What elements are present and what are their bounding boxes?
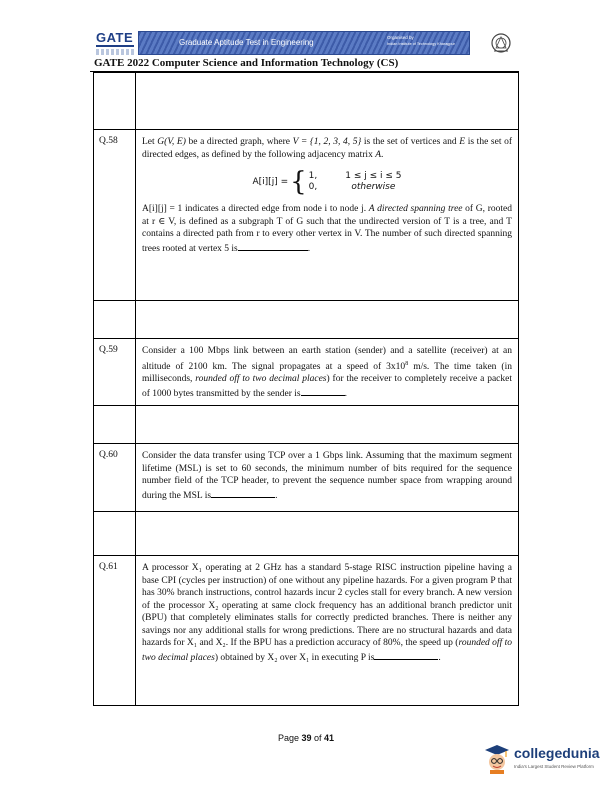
spacer-row bbox=[94, 73, 519, 130]
q58-intro bbox=[142, 136, 512, 161]
text-fragment: is the set of directed edges, as defined by the following adjacency matrix bbox=[142, 137, 512, 160]
spacer-cell bbox=[94, 301, 136, 339]
text-fragment: m/s. The time taken (in milliseconds, bbox=[142, 361, 512, 385]
iit-emblem-icon bbox=[490, 32, 512, 54]
matrix-lhs: A[i][j] = bbox=[252, 176, 289, 187]
rounding-note: rounded off to two decimal places bbox=[142, 638, 512, 663]
question-number: Q.61 bbox=[94, 556, 136, 706]
text-fragment: . bbox=[381, 149, 384, 160]
page-label: Page bbox=[277, 733, 302, 743]
question-text bbox=[136, 130, 519, 301]
graduate-mascot-icon bbox=[484, 744, 510, 774]
spacer-cell bbox=[94, 406, 136, 444]
text-fragment: . bbox=[344, 388, 347, 399]
math-graph: G(V, E) bbox=[157, 137, 186, 147]
organiser-line2: Indian Institute of Technology Kharagpur bbox=[387, 42, 455, 46]
page-number: 39 bbox=[301, 733, 312, 743]
question-row-q61 bbox=[94, 556, 519, 706]
spacer-cell bbox=[94, 73, 136, 130]
header-banner bbox=[138, 31, 470, 55]
text-fragment: Let bbox=[142, 137, 158, 147]
spacer-cell bbox=[94, 512, 136, 556]
gate-logo-text: GATE bbox=[96, 30, 134, 45]
term-directed-spanning-tree: A directed spanning tree bbox=[368, 204, 463, 214]
text-fragment: . bbox=[275, 490, 278, 501]
exponent: 8 bbox=[405, 360, 409, 367]
banner-title: Graduate Aptitude Test in Engineering bbox=[179, 38, 314, 47]
collegedunia-logo bbox=[484, 742, 604, 778]
answer-blank[interactable] bbox=[374, 650, 438, 660]
page-total: 41 bbox=[324, 733, 335, 743]
gate-logo-subtext bbox=[96, 49, 134, 55]
spacer-row bbox=[94, 512, 519, 556]
math-matrix-var: A bbox=[375, 149, 382, 160]
spacer-row bbox=[94, 301, 519, 339]
question-text bbox=[136, 339, 519, 406]
text-fragment: . bbox=[438, 652, 441, 663]
case2-value: 0, bbox=[308, 182, 318, 192]
rounding-note: rounded off to two decimal places bbox=[195, 374, 327, 385]
answer-blank[interactable] bbox=[238, 241, 308, 251]
brace-symbol: { bbox=[290, 167, 307, 197]
organiser-line1: Organised by bbox=[387, 35, 414, 40]
case1-condition: 1 ≤ j ≤ i ≤ 5 bbox=[345, 171, 402, 181]
page-of-label: of bbox=[311, 733, 325, 743]
question-number: Q.59 bbox=[94, 339, 136, 406]
text-fragment: is the set of vertices and bbox=[361, 137, 460, 147]
case2-condition: otherwise bbox=[351, 182, 396, 192]
questions-table bbox=[93, 72, 519, 706]
case-values bbox=[309, 171, 318, 193]
question-row-q58 bbox=[94, 130, 519, 301]
answer-blank[interactable] bbox=[211, 488, 275, 498]
spacer-row bbox=[94, 406, 519, 444]
spacer-cell bbox=[136, 406, 519, 444]
question-text bbox=[136, 556, 519, 706]
text-fragment: A processor X₁ operating at 2 GHz has a standard 5-stage RISC instruction pipeline having a base CPI (cycles per instruction) of one without any pipeline hazards. For a given program P that has 30% branch instructions, control hazards incur 2 cycles stall for every branch. A new version of the processor X₂ operating at same clock frequency has an additional branch predictor unit (BPU) that completely eliminates stalls for correctly predicted branches. There is neither any savings nor any additional stalls for wrong predictions. There are no structural hazards and data hazards for X₁ and X₂. If the BPU has a prediction accuracy of 80%, the speed up ( bbox=[142, 563, 512, 648]
text-fragment: A[i][j] = 1 indicates a directed edge from node i to node j. bbox=[142, 204, 369, 214]
text-fragment: . bbox=[307, 243, 311, 254]
case-conditions bbox=[345, 171, 401, 193]
text-fragment: ) for the receiver to completely receive a packet of 1000 bytes transmitted by the sender is bbox=[142, 374, 512, 399]
question-number: Q.58 bbox=[94, 130, 136, 301]
text-fragment: of G, rooted at r ∈ V, is defined as a subgraph T of G such that the undirected version of T is a tree, and T contains a directed path from r to every other vertex in V. The number of such directed spanning trees rooted at vertex 5 is bbox=[142, 204, 512, 254]
spacer-cell bbox=[136, 73, 519, 130]
gate-logo bbox=[96, 30, 136, 56]
question-text bbox=[136, 444, 519, 512]
adjacency-matrix-definition bbox=[142, 169, 512, 195]
case1-value: 1, bbox=[308, 171, 318, 181]
brand-tagline: India's Largest Student Review Platform bbox=[514, 764, 594, 769]
question-row-q59 bbox=[94, 339, 519, 406]
text-fragment: be a directed graph, where bbox=[185, 137, 293, 147]
answer-blank[interactable] bbox=[301, 386, 345, 396]
organiser-label bbox=[387, 34, 465, 52]
text-fragment: Consider a 100 Mbps link between an earth station (sender) and a satellite (receiver) at an altitude of 2100 km. The signal propagates at a speed of 3x10 bbox=[142, 346, 512, 372]
page-header bbox=[92, 28, 520, 58]
gate-logo-bar bbox=[96, 45, 134, 47]
text-fragment: Consider the data transfer using TCP over a 1 Gbps link. Assuming that the maximum segment lifetime (MSL) is set to 60 seconds, the minimum number of bits required for the sequence number field of the TCP header, to prevent the sequence number space from wrapping around during the MSL is bbox=[142, 451, 512, 501]
math-vertex-set: V = {1, 2, 3, 4, 5} bbox=[292, 137, 362, 147]
document-title: GATE 2022 Computer Science and Information Technology (CS) bbox=[94, 57, 399, 69]
question-number: Q.60 bbox=[94, 444, 136, 512]
brand-name: collegedunia bbox=[514, 745, 600, 761]
math-edge-var: E bbox=[459, 137, 466, 147]
spacer-cell bbox=[136, 301, 519, 339]
spacer-cell bbox=[136, 512, 519, 556]
q58-paragraph bbox=[142, 203, 512, 255]
text-fragment: ) obtained by X₂ over X₁ in executing P is bbox=[214, 652, 375, 663]
question-row-q60 bbox=[94, 444, 519, 512]
